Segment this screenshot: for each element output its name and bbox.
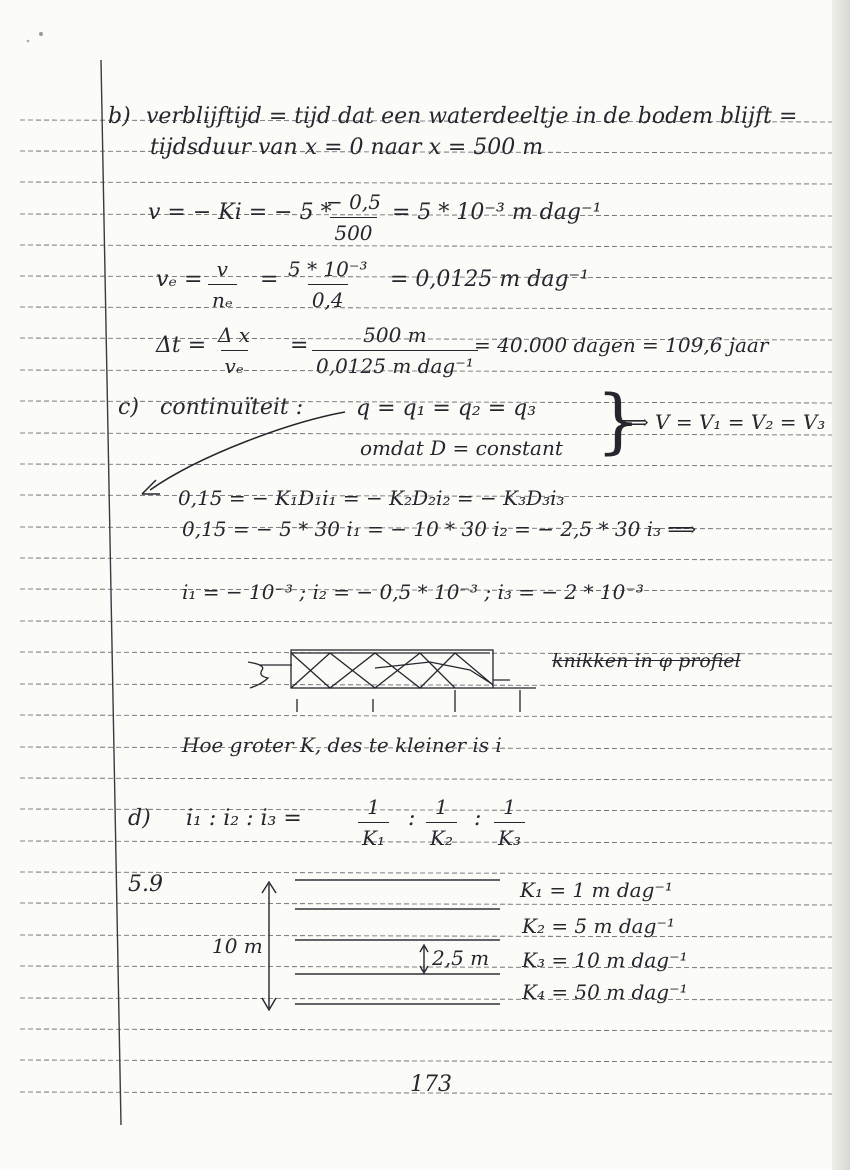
conclusion-k-vs-i: Hoe groter K, des te kleiner is i <box>182 733 502 757</box>
k4-value: K₄ = 50 m dag⁻¹ <box>522 980 688 1004</box>
ve-denominator1: nₑ <box>208 284 237 312</box>
ratio-separator-2: : <box>474 806 482 831</box>
curly-brace: } <box>596 380 641 462</box>
layer-thickness-label: 2,5 m <box>432 946 490 970</box>
ratio-numerator-2: 1 <box>435 795 448 819</box>
velocity-result: = 5 * 10⁻³ m dag⁻¹ <box>392 200 602 225</box>
constant-thickness-reason: omdat D = constant <box>360 436 563 460</box>
reference-arrow <box>150 412 345 490</box>
ve-equals: = <box>260 267 279 292</box>
ratio-numerator-1: 1 <box>367 795 380 819</box>
ruling-line <box>20 684 832 686</box>
k1-value: K₁ = 1 m dag⁻¹ <box>520 878 673 902</box>
ratio-denominator-k1: K₁ <box>358 822 389 850</box>
gradient-results: i₁ = − 10⁻³ ; i₂ = − 0,5 * 10⁻³ ; i₃ = − 2 * 10⁻³ <box>182 580 644 604</box>
flow-profile-sketch <box>248 650 536 712</box>
kinks-in-phi-profile: knikken in φ profiel <box>552 650 741 672</box>
ruling-line <box>20 621 832 623</box>
k2-value: K₂ = 5 m dag⁻¹ <box>522 914 675 938</box>
ruling-line <box>20 464 832 466</box>
height-arrow <box>262 880 500 1010</box>
ve-denominator2: 0,4 <box>308 284 348 312</box>
effective-velocity-fraction2 <box>284 257 371 312</box>
delta-t-fraction1 <box>214 323 254 378</box>
ruling-line <box>20 182 832 184</box>
residence-time-definition-line2: tijdsduur van x = 0 naar x = 500 m <box>150 135 544 160</box>
velocity-fraction <box>322 190 385 245</box>
residence-time-definition: verblijftijd = tijd dat een waterdeeltje in de bodem blijft = <box>146 104 798 129</box>
dt-denominator1: vₑ <box>221 350 248 378</box>
ruling-line <box>20 1060 832 1062</box>
ratio-separator-1: : <box>408 806 416 831</box>
ruling-line <box>20 998 832 1000</box>
paper-speck <box>39 32 43 36</box>
delta-t-lhs: Δt = <box>156 333 207 358</box>
ve-numerator2: 5 * 10⁻³ <box>288 257 368 281</box>
effective-velocity-lhs: vₑ = <box>156 267 203 292</box>
delta-t-fraction2 <box>312 323 478 378</box>
page-number: 173 <box>410 1072 452 1097</box>
paper-speck <box>27 40 30 43</box>
page-edge-shadow <box>832 0 850 1170</box>
dt-denominator2: 0,0125 m dag⁻¹ <box>312 350 478 378</box>
effective-velocity-fraction1 <box>208 257 237 312</box>
effective-velocity-result: = 0,0125 m dag⁻¹ <box>390 267 589 292</box>
delta-t-result: = 40.000 dagen = 109,6 jaar <box>474 333 769 357</box>
velocity-lhs: v = − Ki = − 5 * <box>148 200 332 225</box>
exercise-5-9-label: 5.9 <box>128 872 163 897</box>
darcy-equation-numeric: 0,15 = − 5 * 30 i₁ = − 10 * 30 i₂ = − 2,5 * 30 i₃ ⟹ <box>182 517 697 541</box>
total-height-label: 10 m <box>212 934 263 958</box>
ruling-line <box>20 307 832 309</box>
dt-equals: = <box>290 333 309 358</box>
gradient-ratio-lhs: i₁ : i₂ : i₃ = <box>186 806 302 831</box>
ruling-line <box>20 966 832 968</box>
ruling-line <box>20 715 832 717</box>
part-d-label: d) <box>128 806 151 831</box>
ratio-fraction-k1 <box>358 795 389 850</box>
ratio-numerator-3: 1 <box>503 795 516 819</box>
margin-line <box>101 60 121 1125</box>
velocity-equality: ⟹ V = V₁ = V₂ = V₃ <box>620 410 826 434</box>
ruling-line <box>20 778 832 780</box>
part-c-label: c) <box>118 395 139 420</box>
velocity-denominator: 500 <box>330 217 376 245</box>
flux-equality: q = q₁ = q₂ = q₃ <box>356 396 537 421</box>
ruling-line <box>20 245 832 247</box>
ratio-fraction-k2 <box>426 795 457 850</box>
ratio-denominator-k2: K₂ <box>426 822 457 850</box>
dt-numerator1: Δ x <box>218 323 251 347</box>
darcy-equation-general: 0,15 = − K₁D₁i₁ = − K₂D₂i₂ = − K₃D₃i₃ <box>178 486 565 510</box>
velocity-numerator: − 0,5 <box>326 190 381 214</box>
arrow-head <box>142 480 160 494</box>
ruling-line <box>20 903 832 905</box>
dt-numerator2: 500 m <box>363 323 427 347</box>
ratio-denominator-k3: K₃ <box>494 822 525 850</box>
continuity-heading: continuïteit : <box>160 395 304 420</box>
part-b-label: b) <box>108 104 131 129</box>
k3-value: K₃ = 10 m dag⁻¹ <box>522 948 688 972</box>
ruling-line <box>20 558 832 560</box>
ruling-line <box>20 1029 832 1031</box>
ratio-fraction-k3 <box>494 795 525 850</box>
ve-numerator1: v <box>216 257 228 281</box>
ruling-line <box>20 935 832 937</box>
